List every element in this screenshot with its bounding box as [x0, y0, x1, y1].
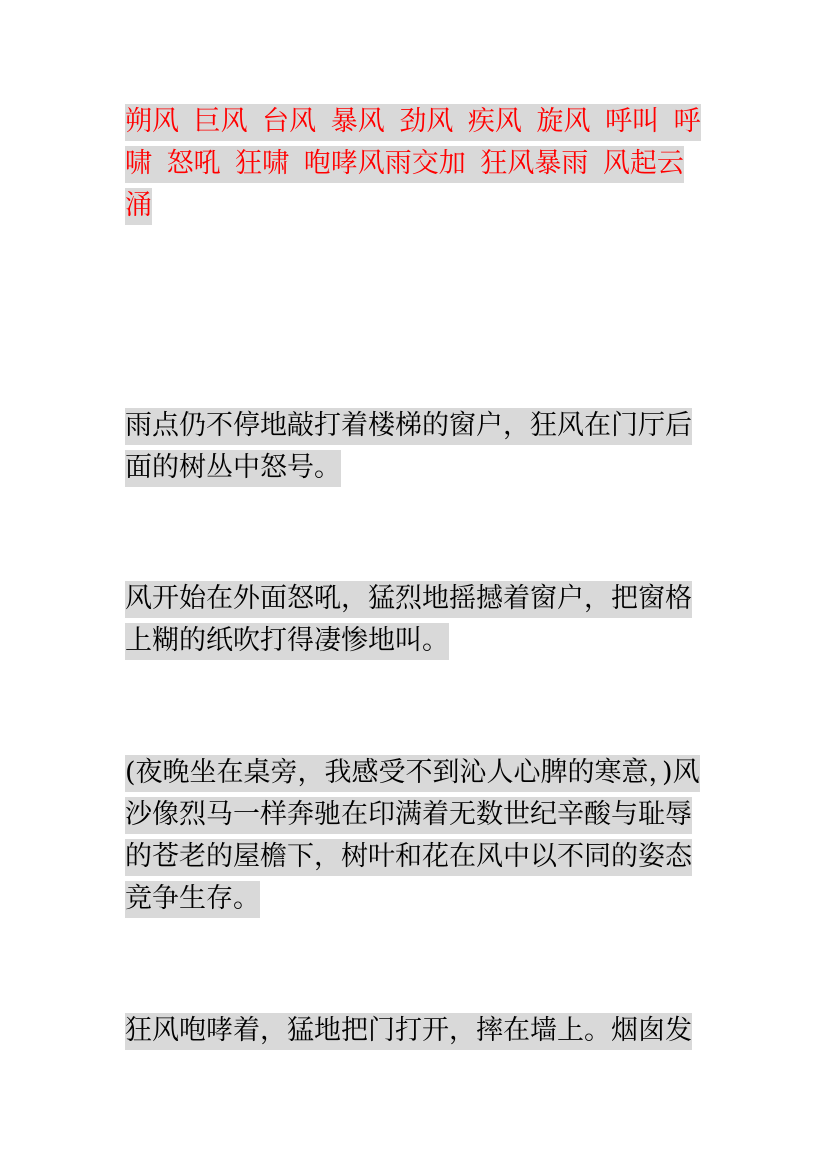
- example-paragraph-3: [125, 752, 707, 920]
- example-paragraph-4: [125, 1010, 707, 1052]
- example-paragraph-2: [125, 578, 707, 662]
- vocabulary-text: 朔风 巨风 台风 暴风 劲风 疾风 旋风 呼叫 呼啸 怒吼 狂啸 咆哮风雨交加 狂风暴雨 风起云涌: [125, 104, 701, 225]
- example-paragraph-1: [125, 405, 707, 489]
- paragraph-text: 雨点仍不停地敲打着楼梯的窗户，狂风在门厅后面的树丛中怒号。: [125, 408, 692, 487]
- paragraph-text: 风开始在外面怒吼，猛烈地摇撼着窗户，把窗格上糊的纸吹打得凄惨地叫。: [125, 581, 692, 660]
- paragraph-text: (夜晚坐在桌旁，我感受不到沁人心脾的寒意，)风沙像烈马一样奔驰在印满着无数世纪辛酸与耻辱的苍老的屋檐下，树叶和花在风中以不同的姿态竞争生存。: [125, 755, 700, 918]
- wind-vocabulary-line: [125, 101, 707, 227]
- paragraph-text: 狂风咆哮着，猛地把门打开，摔在墙上。烟囱发: [125, 1013, 692, 1050]
